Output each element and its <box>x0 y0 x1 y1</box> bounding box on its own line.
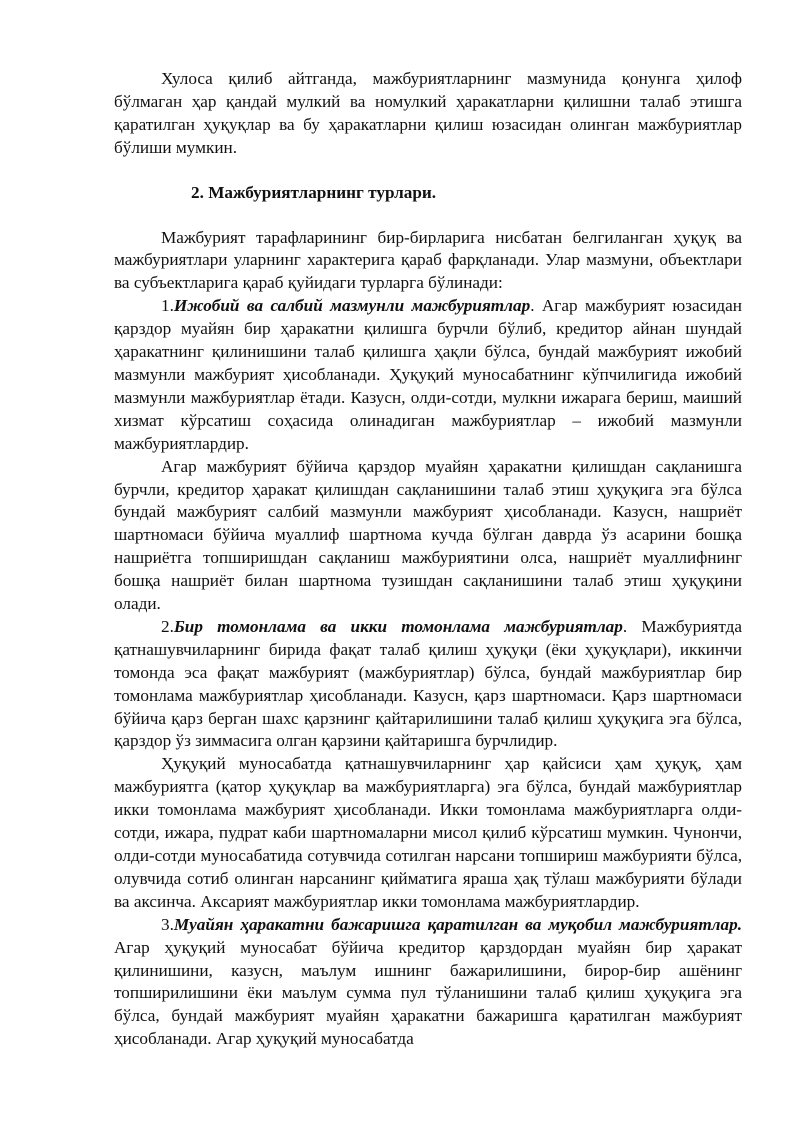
item-number: 1. <box>161 296 174 316</box>
item-text: . Мажбуриятда қатнашувчиларнинг бирида фақат талаб қилиш ҳуқуқи (ёки ҳуқуқлари), иккинчи томонда эса фақат мажбурият (мажбуриятлар) бўлса, бундай мажбуриятлар бир томонлама мажбуриятлар ҳисобланади. Казусн, қарз шартномаси. Қарз шартномаси бўйича қарз берган шахс қарзнинг қайтарилишини талаб қилиш ҳуқуқига эга бўлса, қарздор ўз зиммасига олган қарзини қайтаришга бурчлидир. <box>114 616 742 751</box>
paragraph-bilateral: Ҳуқуқий муносабатда қатнашувчиларнинг ҳар қайсиси ҳам ҳуқуқ, ҳам мажбуриятга (қатор ҳуқуқлар ва мажбуриятларга) эга бўлса, бундай мажбуриятлар икки томонлама мажбурият ҳисобланади. Икки томонлама мажбуриятларга олди-сотди, ижара, пудрат каби шартномаларни мисол қилиб кўрсатиш мумкин. Чунончи, олди-сотди муносабатида сотувчида сотилган нарсани топшириш мажбурияти бўлса, олувчида сотиб олинган нарсанинг қийматига яраша ҳақ тўлаш мажбурияти бўлади ва аксинча. Аксарият мажбуриятлар икки томонлама мажбуриятлардир. <box>114 754 742 911</box>
item-title: Муайян ҳаракатни бажаришга қаратилган ва муқобил мажбуриятлар. <box>173 914 742 934</box>
paragraph-negative: Агар мажбурият бўйича қарздор муайян ҳаракатни қилишдан сақланишга бурчли, кредитор ҳаракат қилишдан сақланишини талаб этиш ҳуқуқига эга бўлса бундай мажбурият салбий мазмунли мажбурият ҳисобланади. Казусн, нашриёт шартномаси бўйича муаллиф шартнома кучда бўлган даврда ўз асарини бошқа нашриётга топширишдан сақланиш мажбуриятини олса, нашриёт муаллифнинг бошқа нашриёт билан шартнома тузишдан сақланишини талаб этиш ҳуқуқини олади. <box>114 456 742 614</box>
item-title: Бир томонлама ва икки томонлама мажбуриятлар <box>173 616 623 636</box>
item-text: Агар ҳуқуқий муносабат бўйича кредитор қарздордан муайян бир ҳаракат қилинишини, казусн, маълум ишнинг бажарилишини, бирор-бир ашёнинг топширилишини ёки маълум сумма пул тўланишини талаб қилиш ҳуқуқига эга бўлса, бундай мажбурият муайян ҳаракатни бажаришга қаратилган мажбурият ҳисобланади. Агар ҳуқуқий муносабатда <box>114 937 742 1049</box>
item-number: 3. <box>161 914 174 934</box>
paragraph-item-1 <box>114 295 742 455</box>
item-title: Ижобий ва салбий мазмунли мажбуриятлар <box>173 296 531 316</box>
paragraph-item-2 <box>114 616 742 753</box>
paragraph-conclusion: Хулоса қилиб айтганда, мажбуриятларнинг мазмунида қонунга ҳилоф бўлмаган ҳар қандай мулкий ва номулкий ҳаракатларни қилишни талаб этишга қаратилган ҳуқуқлар ва бу ҳаракатларни қилиш юзасидан олинган мажбуриятлар бўлиши мумкин. <box>114 69 742 157</box>
section-heading: 2. Мажбуриятларнинг турлари. <box>191 182 437 202</box>
paragraph-intro: Мажбурият тарафларининг бир-бирларига нисбатан белгиланган ҳуқуқ ва мажбуриятлари уларнинг характерига қараб фарқланади. Улар мазмуни, объектлари ва субъектларига қараб қуйидаги турларга бўлинади: <box>114 227 742 293</box>
item-number: 2. <box>161 616 174 636</box>
document-page <box>114 68 742 1051</box>
paragraph-item-3 <box>114 914 742 1051</box>
item-text: . Агар мажбурият юзасидан қарздор муайян бир ҳаракатни қилишга бурчли бўлиб, кредитор айнан шундай ҳаракатнинг қилинишини талаб қилишга ҳақли бўлса, бундай мажбурият ижобий мазмунли мажбурият ҳисобланади. Ҳуқуқий муносабатнинг кўпчилигида ижобий мазмунли мажбуриятлар ётади. Казусн, олди-сотди, мулкни ижарага бериш, маиший хизмат кўрсатиш соҳасида олинадиган мажбуриятлар – ижобий мазмунли мажбуриятлардир. <box>114 296 742 453</box>
